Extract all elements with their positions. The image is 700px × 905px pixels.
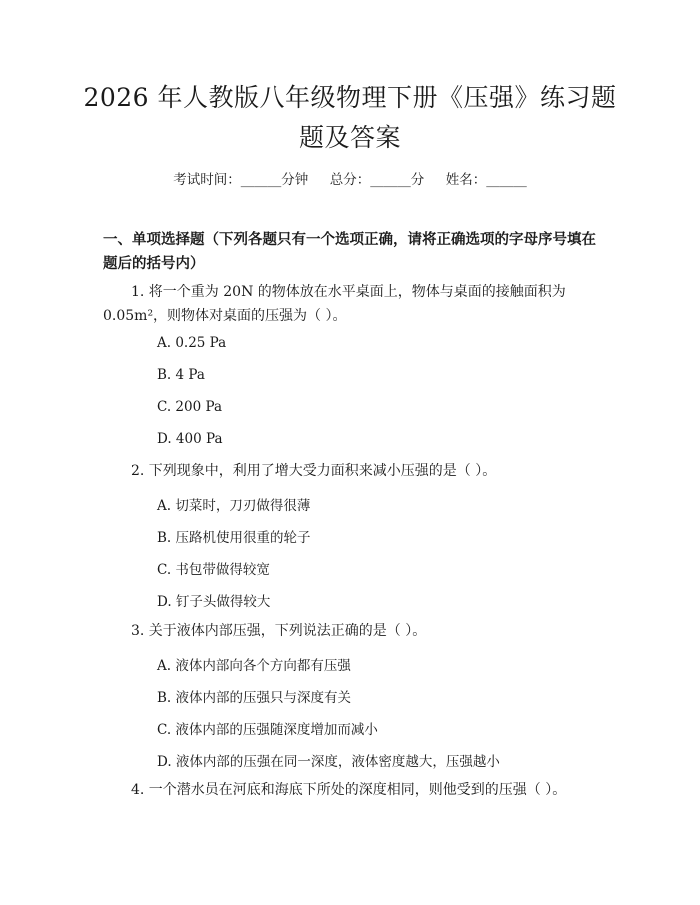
question-3-option-d: D. 液体内部的压强在同一深度，液体密度越大，压强越小 (157, 754, 500, 770)
question-1-option-c: C. 200 Pa (157, 399, 223, 415)
question-1-option-b: B. 4 Pa (157, 367, 205, 383)
question-3-option-b: B. 液体内部的压强只与深度有关 (157, 690, 352, 706)
question-2-stem: 2. 下列现象中，利用了增大受力面积来减小压强的是（ ）。 (131, 463, 497, 479)
question-1-stem: 1. 将一个重为 20N 的物体放在水平桌面上，物体与桌面的接触面积为 0.05m²，则物体对桌面的压强为（ ）。 (103, 284, 566, 324)
question-2-option-d: D. 钉子头做得较大 (157, 594, 271, 610)
section-heading: 一、单项选择题（下列各题只有一个选项正确，请将正确选项的字母序号填在题后的括号内） (103, 231, 596, 272)
question-3-option-c: C. 液体内部的压强随深度增加而减小 (157, 722, 378, 738)
question-2-option-c: C. 书包带做得较宽 (157, 562, 270, 578)
exam-info-line: 考试时间：______分钟 总分：______分 姓名：______ (173, 172, 527, 188)
question-2-option-b: B. 压路机使用很重的轮子 (157, 530, 311, 546)
document-title: 2026 年人教版八年级物理下册《压强》练习题题及答案 (83, 83, 617, 152)
question-2-option-a: A. 切菜时，刀刃做得很薄 (157, 498, 311, 514)
question-4-stem: 4. 一个潜水员在河底和海底下所处的深度相同，则他受到的压强（ ）。 (131, 782, 567, 798)
question-3-option-a: A. 液体内部向各个方向都有压强 (157, 658, 351, 674)
question-3-stem: 3. 关于液体内部压强，下列说法正确的是（ ）。 (131, 623, 427, 639)
question-1-option-a: A. 0.25 Pa (157, 335, 227, 351)
question-1-option-d: D. 400 Pa (157, 431, 223, 447)
